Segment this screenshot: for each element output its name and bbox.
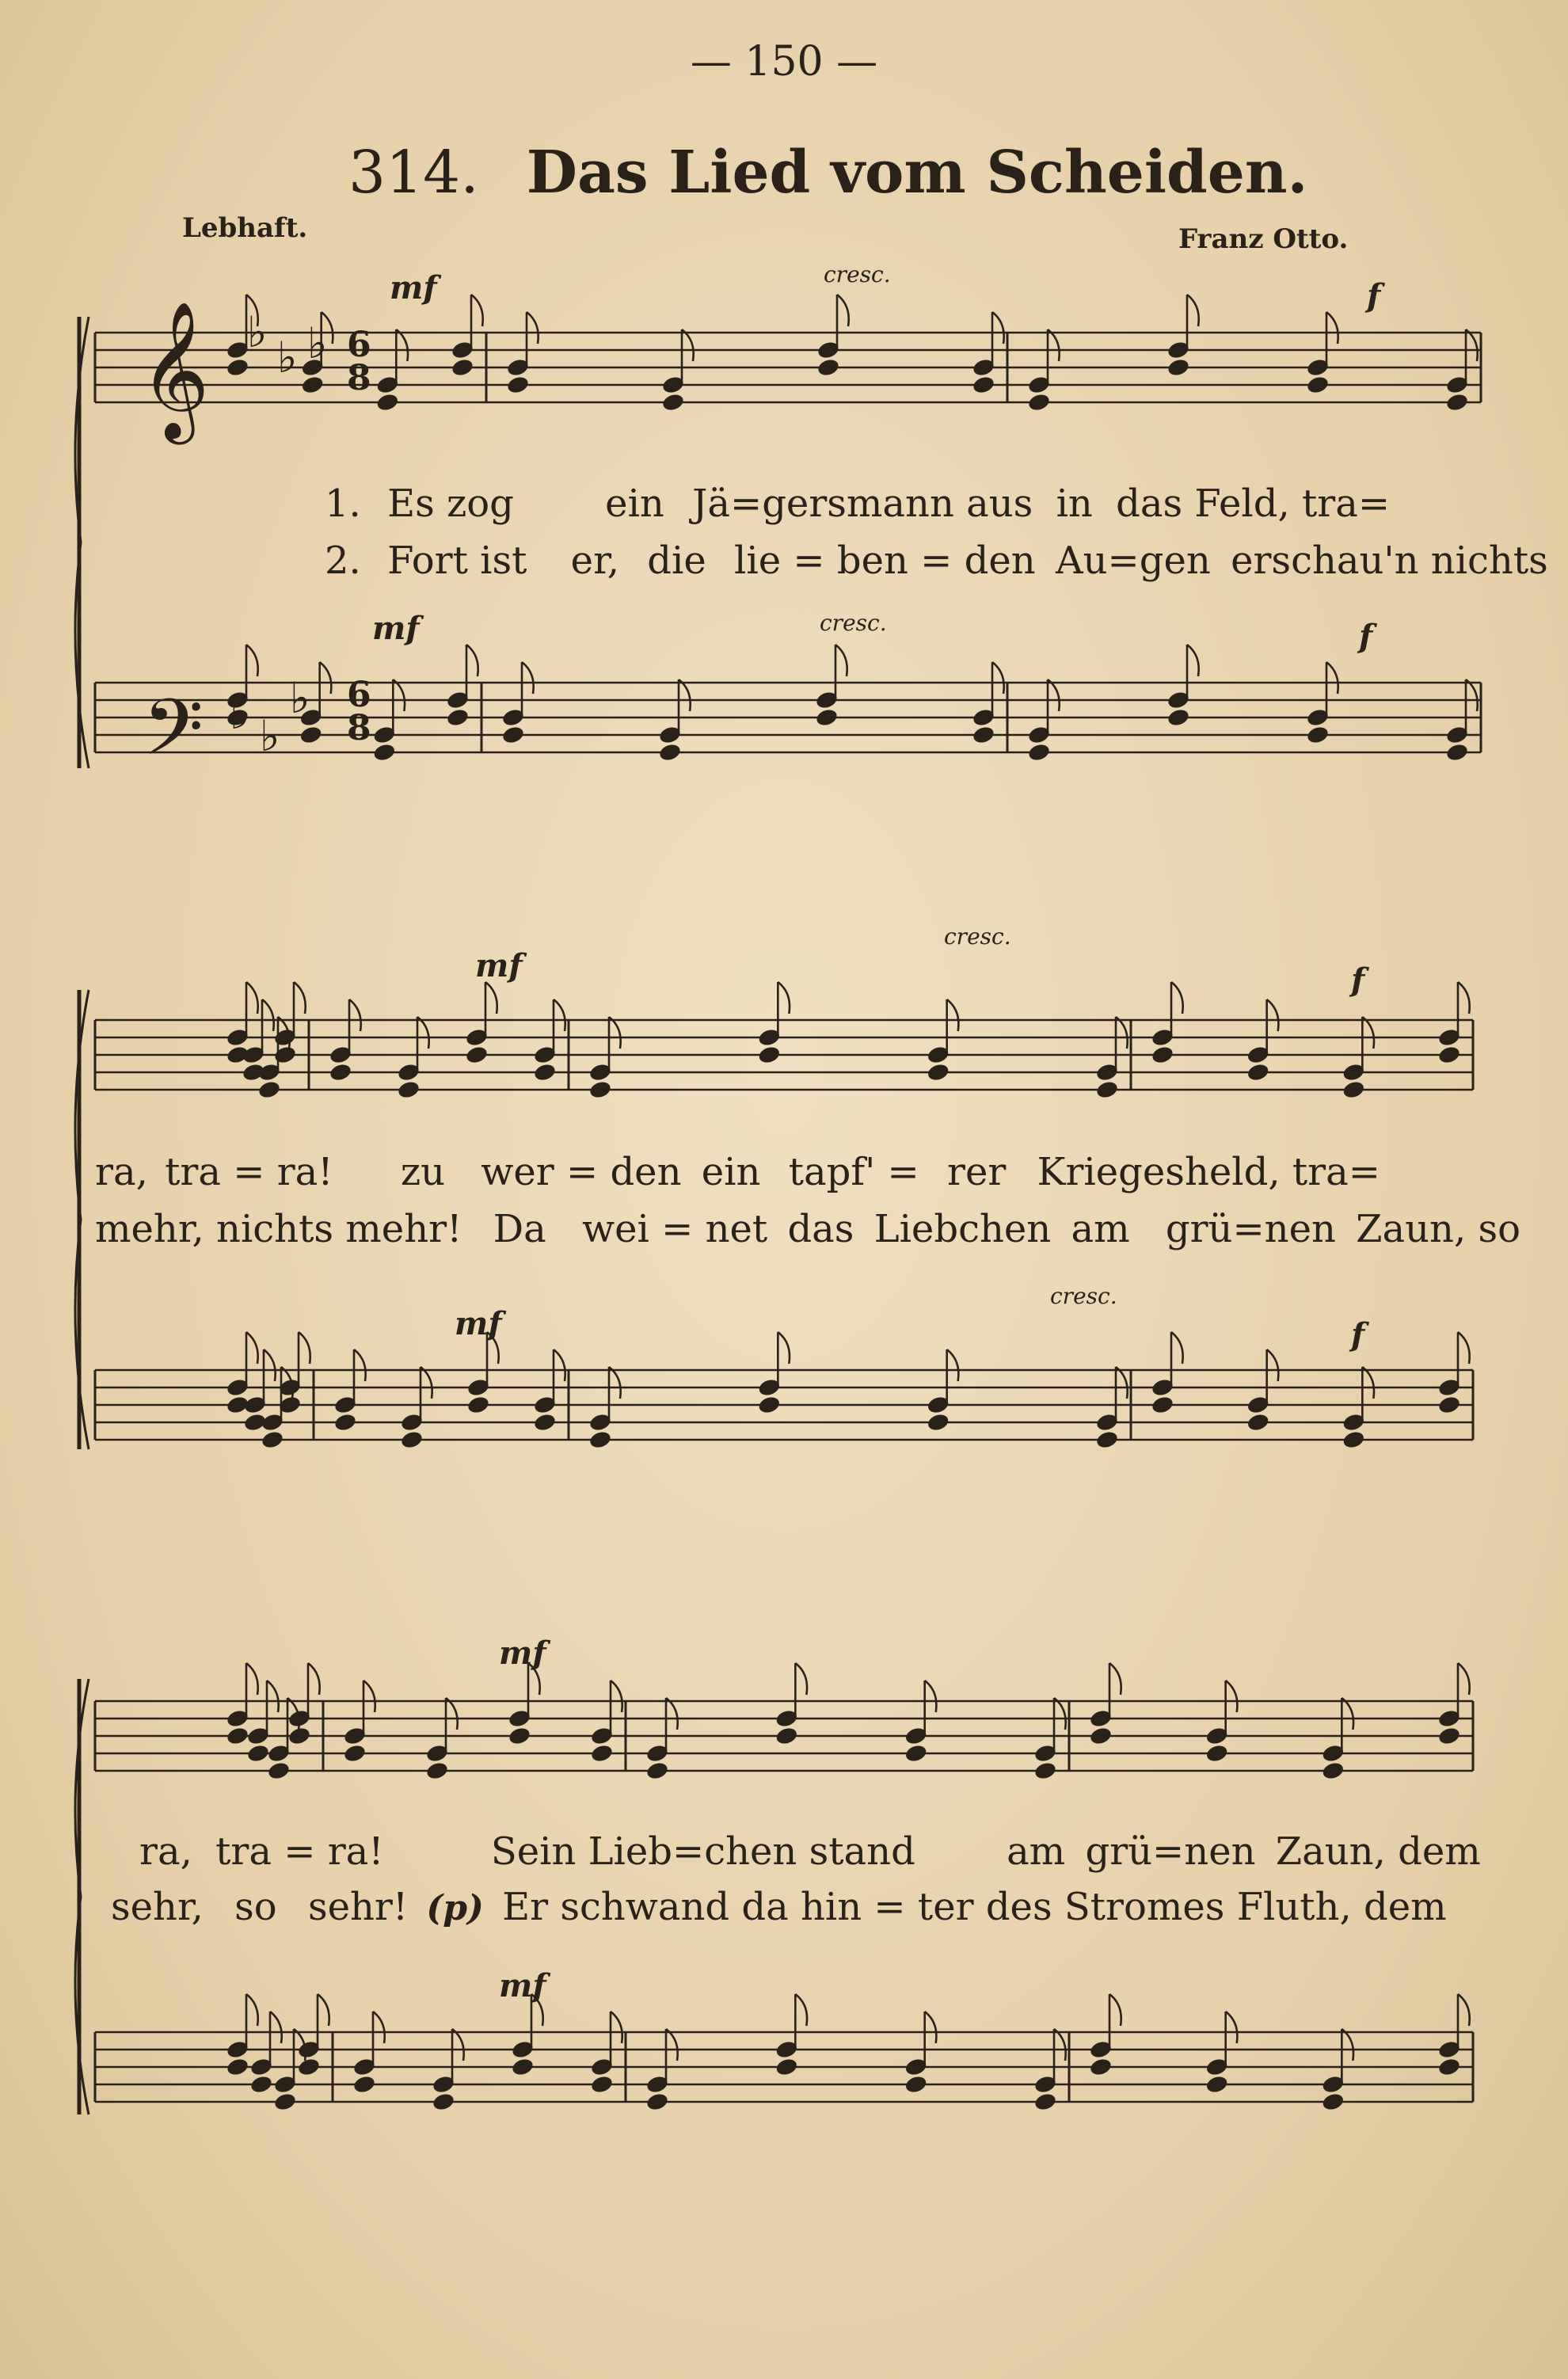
note-flag [1226, 1681, 1238, 1712]
notehead [249, 2074, 274, 2095]
lyric-word: aus [966, 482, 1033, 526]
notehead [299, 725, 323, 745]
notehead [1445, 742, 1470, 763]
dynamic-p: (p) [426, 1888, 484, 1928]
notehead [1089, 2057, 1113, 2077]
notehead [1027, 742, 1052, 763]
cresc-marking: cresc. [824, 261, 891, 287]
cresc-marking: cresc. [944, 923, 1011, 950]
notehead [590, 2074, 615, 2095]
note-flag [611, 2012, 622, 2043]
lyric-word: so [1478, 1207, 1521, 1251]
notehead [1166, 707, 1191, 728]
lyric-word: Jä=gersmann [692, 482, 954, 526]
note-flag [1048, 329, 1060, 361]
note-flag [1458, 1663, 1470, 1695]
lyric-word: wer = den [481, 1150, 682, 1194]
notehead [425, 1760, 450, 1781]
flat-sign: ♭ [230, 689, 250, 739]
lyric-word: sehr! [307, 1885, 409, 1929]
lyric-word: tra = [165, 1150, 265, 1194]
notehead [1445, 392, 1470, 413]
note-flag [992, 312, 1004, 344]
note-flag [1116, 1367, 1128, 1399]
note-flag [778, 982, 790, 1014]
notehead [432, 2092, 456, 2112]
lyric-word: 2. [325, 539, 361, 583]
notehead [1033, 2092, 1058, 2112]
note-flag [1054, 1698, 1066, 1730]
time-signature-digit: 8 [347, 708, 371, 748]
lyric-word: grü=nen [1085, 1829, 1256, 1874]
note-flag [1326, 662, 1338, 694]
lyric-word: am [1007, 1829, 1066, 1874]
notehead [329, 1062, 353, 1083]
note-flag [611, 1681, 622, 1712]
note-flag [318, 1994, 329, 2026]
lyric-word: ein [605, 482, 664, 526]
notehead [590, 1743, 615, 1764]
notehead [465, 1045, 489, 1065]
dynamic-mf: mf [499, 1635, 546, 1672]
notehead [588, 1429, 613, 1450]
notehead [273, 2092, 298, 2112]
flat-sign: ♭ [260, 711, 280, 761]
song-number: 314. [348, 139, 479, 207]
note-flag [522, 662, 534, 694]
notehead [511, 2057, 535, 2077]
lyric-word: erschau'n [1231, 539, 1419, 583]
notehead [1246, 1062, 1270, 1083]
notehead [1095, 1429, 1120, 1450]
note-flag [554, 1349, 565, 1381]
lyric-word: Au=gen [1055, 539, 1211, 583]
notehead [261, 1429, 285, 1450]
note-flag [1187, 645, 1199, 676]
notehead [1321, 2092, 1345, 2112]
dynamic-mf: mf [455, 1305, 502, 1342]
lyric-word: in [1056, 482, 1093, 526]
lyric-word: Liebchen [873, 1207, 1052, 1251]
notehead [446, 707, 470, 728]
dynamic-f: f [1367, 277, 1381, 314]
lyric-word: Sein [490, 1829, 577, 1874]
note-flag [1267, 1349, 1279, 1381]
lyric-word: Zaun, [1356, 1207, 1467, 1251]
notehead [1095, 1079, 1120, 1100]
note-flag [299, 1332, 310, 1364]
note-flag [609, 1367, 621, 1399]
lyric-word: sehr, [111, 1885, 204, 1929]
lyric-word: ein [701, 1150, 761, 1194]
lyric-word: wei = net [582, 1207, 768, 1251]
note-flag [1109, 1994, 1121, 2026]
note-flag [528, 1663, 540, 1695]
time-signature-digit: 8 [347, 358, 371, 398]
note-flag [396, 329, 408, 361]
note-flag [531, 1994, 543, 2026]
note-flag [554, 999, 565, 1031]
lyric-word: nichts [1430, 539, 1548, 583]
dynamic-mf: mf [372, 610, 420, 647]
note-flag [527, 312, 539, 344]
note-flag [925, 1681, 937, 1712]
note-flag [666, 2029, 678, 2061]
note-flag [1048, 679, 1060, 711]
notehead [661, 392, 686, 413]
note-flag [487, 1332, 499, 1364]
notehead [533, 1412, 558, 1433]
lyric-word: Es zog [387, 482, 514, 526]
lyric-word: dem [1363, 1885, 1447, 1929]
note-flag [682, 329, 694, 361]
lyric-word: da [741, 1885, 789, 1929]
note-flag [446, 1698, 458, 1730]
note-flag [795, 1994, 807, 2026]
notehead [774, 1726, 799, 1746]
lyric-word: zu [400, 1150, 446, 1194]
lyric-word: ra! [327, 1829, 384, 1874]
notehead [1166, 357, 1191, 378]
notehead [287, 1726, 312, 1746]
note-flag [466, 645, 478, 676]
notehead [226, 1726, 250, 1746]
note-flag [246, 1663, 258, 1695]
treble-clef: 𝄞 [139, 301, 210, 439]
notehead [904, 1743, 928, 1764]
notehead [400, 1429, 424, 1450]
notehead [506, 375, 531, 395]
lyric-word: mehr! [345, 1207, 462, 1251]
note-flag [1466, 329, 1478, 361]
notehead [1205, 1743, 1229, 1764]
note-flag [246, 645, 258, 676]
time-signature-digit: 6 [347, 675, 371, 715]
lyric-word: schwand [560, 1885, 730, 1929]
lyric-word: das [787, 1207, 854, 1251]
note-flag [925, 2012, 937, 2043]
dynamic-mf: mf [475, 947, 523, 984]
note-flag [1466, 679, 1478, 711]
note-flag [308, 1663, 320, 1695]
note-flag [947, 1349, 959, 1381]
lyric-word: er, [570, 539, 620, 583]
cresc-marking: cresc. [1050, 1283, 1117, 1309]
note-flag [1458, 982, 1470, 1014]
lyric-word: rer [947, 1150, 1007, 1194]
note-flag [393, 679, 405, 711]
notehead [645, 2092, 670, 2112]
lyric-word: die [647, 539, 706, 583]
tempo-marking: Lebhaft. [182, 212, 308, 244]
notehead [508, 1726, 532, 1746]
dynamic-f: f [1359, 618, 1373, 655]
notehead [816, 357, 841, 378]
note-flag [666, 1698, 678, 1730]
note-flag [1171, 1332, 1183, 1364]
notehead [1205, 2074, 1229, 2095]
notehead [774, 2057, 799, 2077]
note-flag [835, 645, 847, 676]
notehead [1321, 1760, 1345, 1781]
notehead [1027, 392, 1052, 413]
note-flag [1458, 1332, 1470, 1364]
notehead [757, 1045, 782, 1065]
lyric-word: mehr, nichts [95, 1207, 334, 1251]
notehead [297, 2057, 322, 2077]
notehead [375, 392, 400, 413]
note-flag [1171, 982, 1183, 1014]
notehead [1151, 1045, 1175, 1065]
flat-sign: ♭ [247, 307, 268, 357]
note-flag [947, 999, 959, 1031]
notehead [815, 707, 839, 728]
note-flag [1226, 2012, 1238, 2043]
note-flag [1362, 1017, 1374, 1049]
lyric-word: Lieb=chen [588, 1829, 797, 1874]
note-flag [294, 982, 306, 1014]
lyric-word: ra, [139, 1829, 192, 1874]
notehead [372, 742, 397, 763]
notehead [926, 1412, 950, 1433]
note-flag [246, 982, 258, 1014]
lyric-word: Fluth, [1236, 1885, 1352, 1929]
notehead [1437, 1395, 1462, 1415]
lyric-word: 1. [325, 482, 361, 526]
notehead [246, 1743, 271, 1764]
song-title: Das Lied vom Scheiden. [526, 139, 1308, 207]
notehead [658, 742, 683, 763]
notehead [333, 1412, 358, 1433]
notehead [926, 1062, 950, 1083]
notehead [588, 1079, 613, 1100]
note-flag [452, 2029, 464, 2061]
notehead [226, 357, 250, 378]
note-flag [1109, 1663, 1121, 1695]
notehead [466, 1395, 491, 1415]
notehead [226, 2057, 250, 2077]
note-flag [795, 1663, 807, 1695]
notehead [352, 2074, 377, 2095]
dynamic-mf: mf [390, 269, 437, 306]
notehead [397, 1079, 421, 1100]
notehead [533, 1062, 558, 1083]
note-flag [1054, 2029, 1066, 2061]
notehead [1306, 725, 1330, 745]
note-flag [778, 1332, 790, 1364]
note-flag [246, 1994, 258, 2026]
note-flag [471, 295, 483, 326]
lyric-word: tapf' = [788, 1150, 919, 1194]
note-flag [421, 1367, 432, 1399]
note-flag [320, 662, 332, 694]
note-flag [1187, 295, 1199, 326]
composer-name: Franz Otto. [1178, 223, 1349, 255]
note-flag [267, 1681, 279, 1712]
note-flag [609, 1017, 621, 1049]
lyric-word: Fort ist [387, 539, 527, 583]
notehead [1342, 1079, 1366, 1100]
note-flag [373, 2012, 385, 2043]
note-flag [837, 295, 849, 326]
page-number: — 150 — [690, 38, 878, 86]
time-signature-digit: 6 [347, 325, 371, 365]
dynamic-mf: mf [499, 1967, 546, 2004]
note-flag [1267, 999, 1279, 1031]
notehead [1151, 1395, 1175, 1415]
lyric-word: Zaun, [1275, 1829, 1386, 1874]
notehead [300, 375, 325, 395]
notehead [904, 2074, 928, 2095]
notehead [1246, 1412, 1270, 1433]
note-flag [1116, 1017, 1128, 1049]
lyric-word: tra= [1302, 482, 1391, 526]
note-flag [679, 679, 691, 711]
lyric-word: stand [809, 1829, 915, 1874]
note-flag [262, 999, 274, 1031]
flat-sign: ♭ [277, 333, 298, 383]
note-flag [246, 1332, 258, 1364]
flat-sign: ♭ [307, 318, 328, 368]
notehead [451, 357, 475, 378]
flat-sign: ♭ [290, 673, 310, 723]
notehead [1342, 1429, 1366, 1450]
notehead [1089, 1726, 1113, 1746]
note-flag [485, 982, 497, 1014]
lyric-word: am [1071, 1207, 1130, 1251]
lyric-word: Stromes [1064, 1885, 1225, 1929]
lyric-word: hin = ter [800, 1885, 974, 1929]
note-flag [1326, 312, 1338, 344]
lyric-word: ra! [276, 1150, 333, 1194]
note-flag [417, 1017, 429, 1049]
dynamic-f: f [1351, 961, 1365, 999]
notehead [257, 1079, 282, 1100]
note-flag [992, 662, 1004, 694]
lyric-word: ra, [95, 1150, 148, 1194]
lyric-word: dem [1398, 1829, 1481, 1874]
notehead [757, 1395, 782, 1415]
note-flag [1362, 1367, 1374, 1399]
notehead [1306, 375, 1330, 395]
lyric-word: grü=nen [1165, 1207, 1336, 1251]
cresc-marking: cresc. [820, 610, 887, 636]
notehead [1033, 1760, 1058, 1781]
notehead [343, 1743, 367, 1764]
notehead [1437, 1045, 1462, 1065]
lyric-word: tra= [1292, 1150, 1380, 1194]
note-flag [264, 1349, 276, 1381]
note-flag [1342, 1698, 1353, 1730]
note-flag [363, 1681, 375, 1712]
notehead [1437, 2057, 1462, 2077]
notehead [267, 1760, 291, 1781]
note-flag [354, 1349, 366, 1381]
notehead [273, 1045, 298, 1065]
lyric-word: Kriegesheld, [1037, 1150, 1281, 1194]
notehead [972, 725, 996, 745]
note-flag [1458, 1994, 1470, 2026]
notehead [501, 725, 526, 745]
lyric-word: Da [493, 1207, 546, 1251]
lyric-word: Er [502, 1885, 549, 1929]
lyric-word: tra = [215, 1829, 316, 1874]
notehead [645, 1760, 670, 1781]
lyric-word: des [985, 1885, 1052, 1929]
lyric-word: so [234, 1885, 277, 1929]
notehead [972, 375, 996, 395]
lyric-word: lie = ben = den [734, 539, 1036, 583]
bass-clef: 𝄢 [143, 683, 204, 793]
note-flag [349, 999, 361, 1031]
notehead [1437, 1726, 1462, 1746]
note-flag [1342, 2029, 1353, 2061]
dynamic-f: f [1351, 1316, 1365, 1353]
note-flag [270, 2012, 282, 2043]
lyric-word: das Feld, [1116, 482, 1290, 526]
